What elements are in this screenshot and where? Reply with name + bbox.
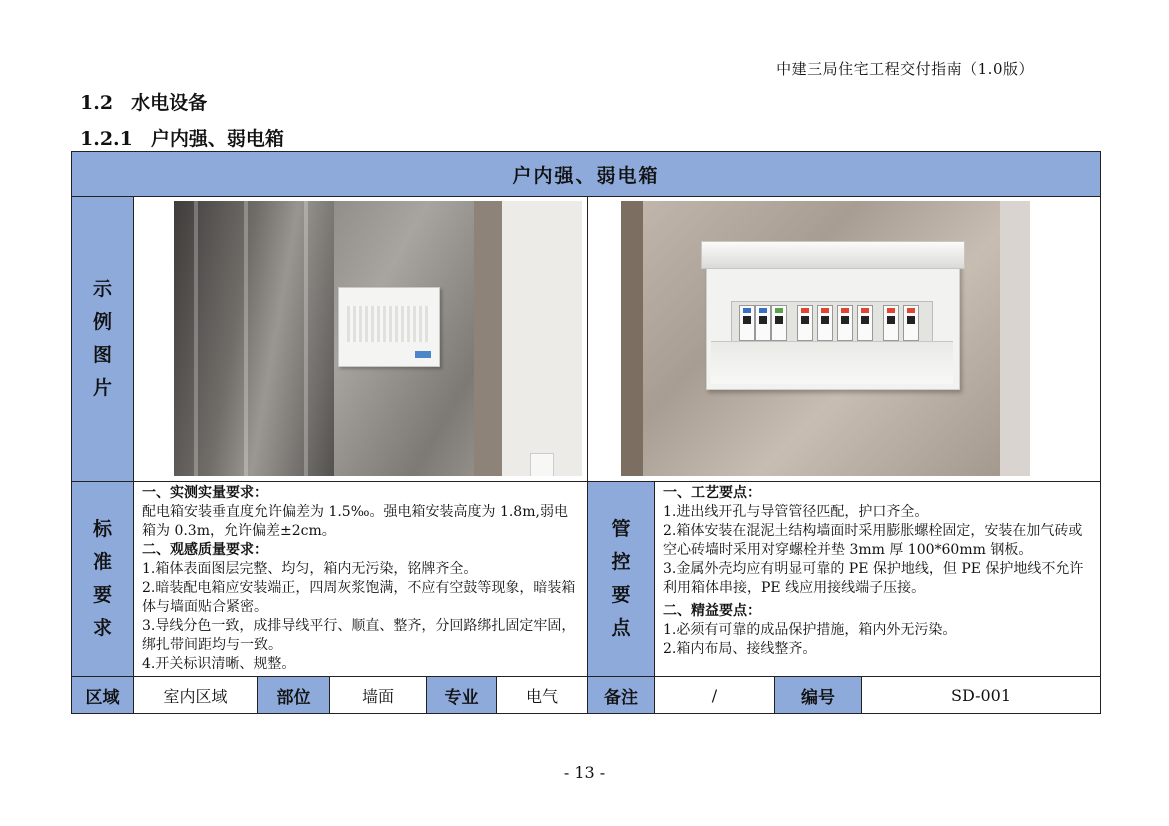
photo-label: 示 例 图 片	[72, 197, 134, 482]
standard-item: 2.暗装配电箱应安装端正，四周灰浆饱满，不应有空鼓等现象，暗装箱体与墙面贴合紧密。	[142, 580, 576, 615]
part-value: 墙面	[330, 677, 427, 714]
area-value: 室内区域	[134, 677, 258, 714]
document-header-title: 中建三局住宅工程交付指南（1.0版）	[776, 60, 1034, 78]
bathroom-electric-box-photo	[174, 201, 582, 476]
page-number: - 13 -	[563, 763, 606, 782]
standard-heading-2: 二、观感质量要求：	[142, 542, 268, 558]
standard-item: 3.导线分色一致，成排导线平行、顺直、整齐，分回路绑扎固定牢固，绑扎带间距均与一致。	[142, 618, 576, 653]
control-points	[655, 482, 1101, 677]
distribution-box-photo	[621, 201, 1030, 476]
spec-table	[71, 151, 1101, 714]
control-label: 管 控 要 点	[588, 482, 655, 677]
section-number: 1.2	[80, 92, 114, 114]
code-value: SD-001	[862, 677, 1101, 714]
control-item: 1.必须有可靠的成品保护措施，箱内外无污染。	[663, 622, 957, 638]
control-heading-2: 二、精益要点：	[663, 603, 761, 619]
photo-cell-right	[588, 197, 1101, 482]
control-heading-1: 一、工艺要点：	[663, 485, 761, 501]
standard-label: 标 准 要 求	[72, 482, 134, 677]
standard-item: 4.开关标识清晰、规整。	[142, 656, 296, 672]
area-label: 区域	[72, 677, 134, 714]
control-item: 3.金属外壳均应有明显可靠的 PE 保护地线，但 PE 保护地线不允许利用箱体串接，PE 线应用接线端子压接。	[663, 561, 1084, 596]
section-heading	[80, 88, 207, 115]
photo-cell-left	[134, 197, 588, 482]
control-item: 2.箱内布局、接线整齐。	[663, 641, 817, 657]
control-item: 1.进出线开孔与导管管径匹配，护口齐全。	[663, 504, 929, 520]
code-label: 编号	[775, 677, 862, 714]
control-item: 2.箱体安装在混泥土结构墙面时采用膨胀螺栓固定，安装在加气砖或空心砖墙时采用对穿螺栓并垫 3mm 厚 100*60mm 钢板。	[663, 523, 1083, 558]
part-label: 部位	[258, 677, 330, 714]
standard-heading-1: 一、实测实量要求：	[142, 485, 268, 501]
standard-requirements	[134, 482, 588, 677]
note-value: /	[655, 677, 775, 714]
subsection-heading	[80, 124, 284, 151]
major-value: 电气	[497, 677, 588, 714]
note-label: 备注	[588, 677, 655, 714]
major-label: 专业	[427, 677, 497, 714]
subsection-number: 1.2.1	[80, 128, 133, 150]
section-title: 水电设备	[131, 92, 208, 114]
table-banner: 户内强、弱电箱	[72, 152, 1101, 197]
subsection-title: 户内强、弱电箱	[150, 128, 284, 150]
standard-item: 配电箱安装垂直度允许偏差为 1.5‰。强电箱安装高度为 1.8m,弱电箱为 0.3m，允许偏差±2cm。	[142, 504, 568, 539]
standard-item: 1.箱体表面图层完整、均匀，箱内无污染，铭牌齐全。	[142, 561, 478, 577]
